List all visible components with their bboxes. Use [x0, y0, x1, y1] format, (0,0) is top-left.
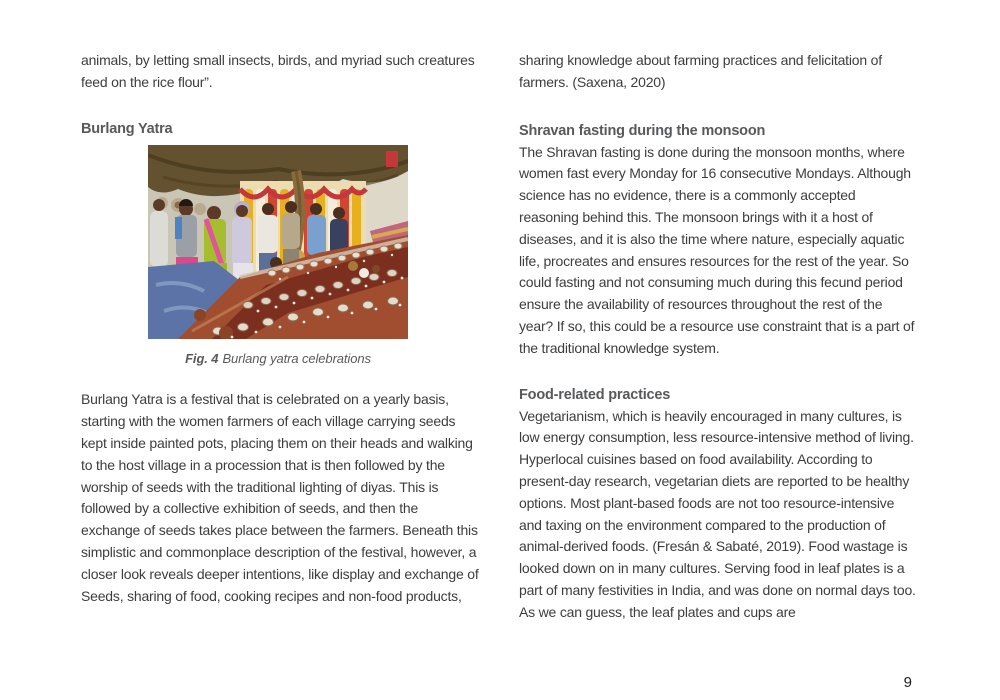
section-food-practices: [519, 384, 917, 624]
figure-caption-label: Fig. 4: [185, 350, 219, 366]
paragraph-continuation-right: sharing knowledge about farming practices and felicitation of farmers. (Saxena, 2020): [519, 52, 882, 90]
section-heading-food: Food-related practices: [519, 386, 671, 403]
festival-photo-illustration: [148, 145, 408, 339]
paragraph-burlang-description: Burlang Yatra is a festival that is celebrated on a yearly basis, starting with the women farmers of each village carrying seeds kept inside painted pots, placing them on their heads and walking to the host village in a procession that is then followed by the worship of seeds with the traditional lighting of diyas. This is followed by a collective exhibition of seeds, and then the exchange of seeds takes place between the farmers. Beneath this simplistic and commonplace description of the festival, however, a closer look reveals deeper intentions, like display and exchange of Seeds, sharing of food, cooking recipes and non-food products,: [81, 391, 479, 604]
festival-photo: [148, 145, 408, 339]
paragraph-food-body: Vegetarianism, which is heavily encouraged in many cultures, is low energy consumption, less resource-intensive method of living. Hyperlocal cuisines based on food availability. According to present-day research, vegetarian diets are reported to be healthy options. Most plant-based foods are not too resource-intensive and taxing on the environment compared to the production of animal-derived foods. (Fresán & Sabaté, 2019). Food wastage is looked down on in many cultures. Serving food in leaf plates is a part of many festivities in India, and was done on normal days too. As we can guess, the leaf plates and cups are: [519, 407, 916, 620]
paragraph-continuation-left: animals, by letting small insects, birds, and myriad such creatures feed on the rice flour”.: [81, 52, 475, 90]
figure-caption: [148, 348, 408, 370]
section-heading-shravan: Shravan fasting during the monsoon: [519, 122, 766, 139]
paragraph-shravan-body: The Shravan fasting is done during the monsoon months, where women fast every Monday for 16 consecutive Mondays. Although science has no evidence, there is a commonly accepted reasoning behind this. The monsoon brings with it a host of diseases, and it is also the time where nature, especially aquatic life, procreates and ensures resources for the rest of the year. So could fasting and not consuming much during this fecund period ensure the availability of resources throughout the rest of the year? If so, this could be a resource use constraint that is a part of the traditional knowledge system.: [519, 143, 915, 356]
section-heading-burlang-yatra: Burlang Yatra: [81, 120, 173, 137]
page-number: 9: [903, 674, 912, 691]
figure-4: [148, 145, 408, 370]
figure-caption-text: Burlang yatra celebrations: [222, 350, 371, 366]
left-column: [81, 50, 479, 624]
right-column: [519, 50, 917, 624]
section-shravan-fasting: [519, 120, 917, 360]
